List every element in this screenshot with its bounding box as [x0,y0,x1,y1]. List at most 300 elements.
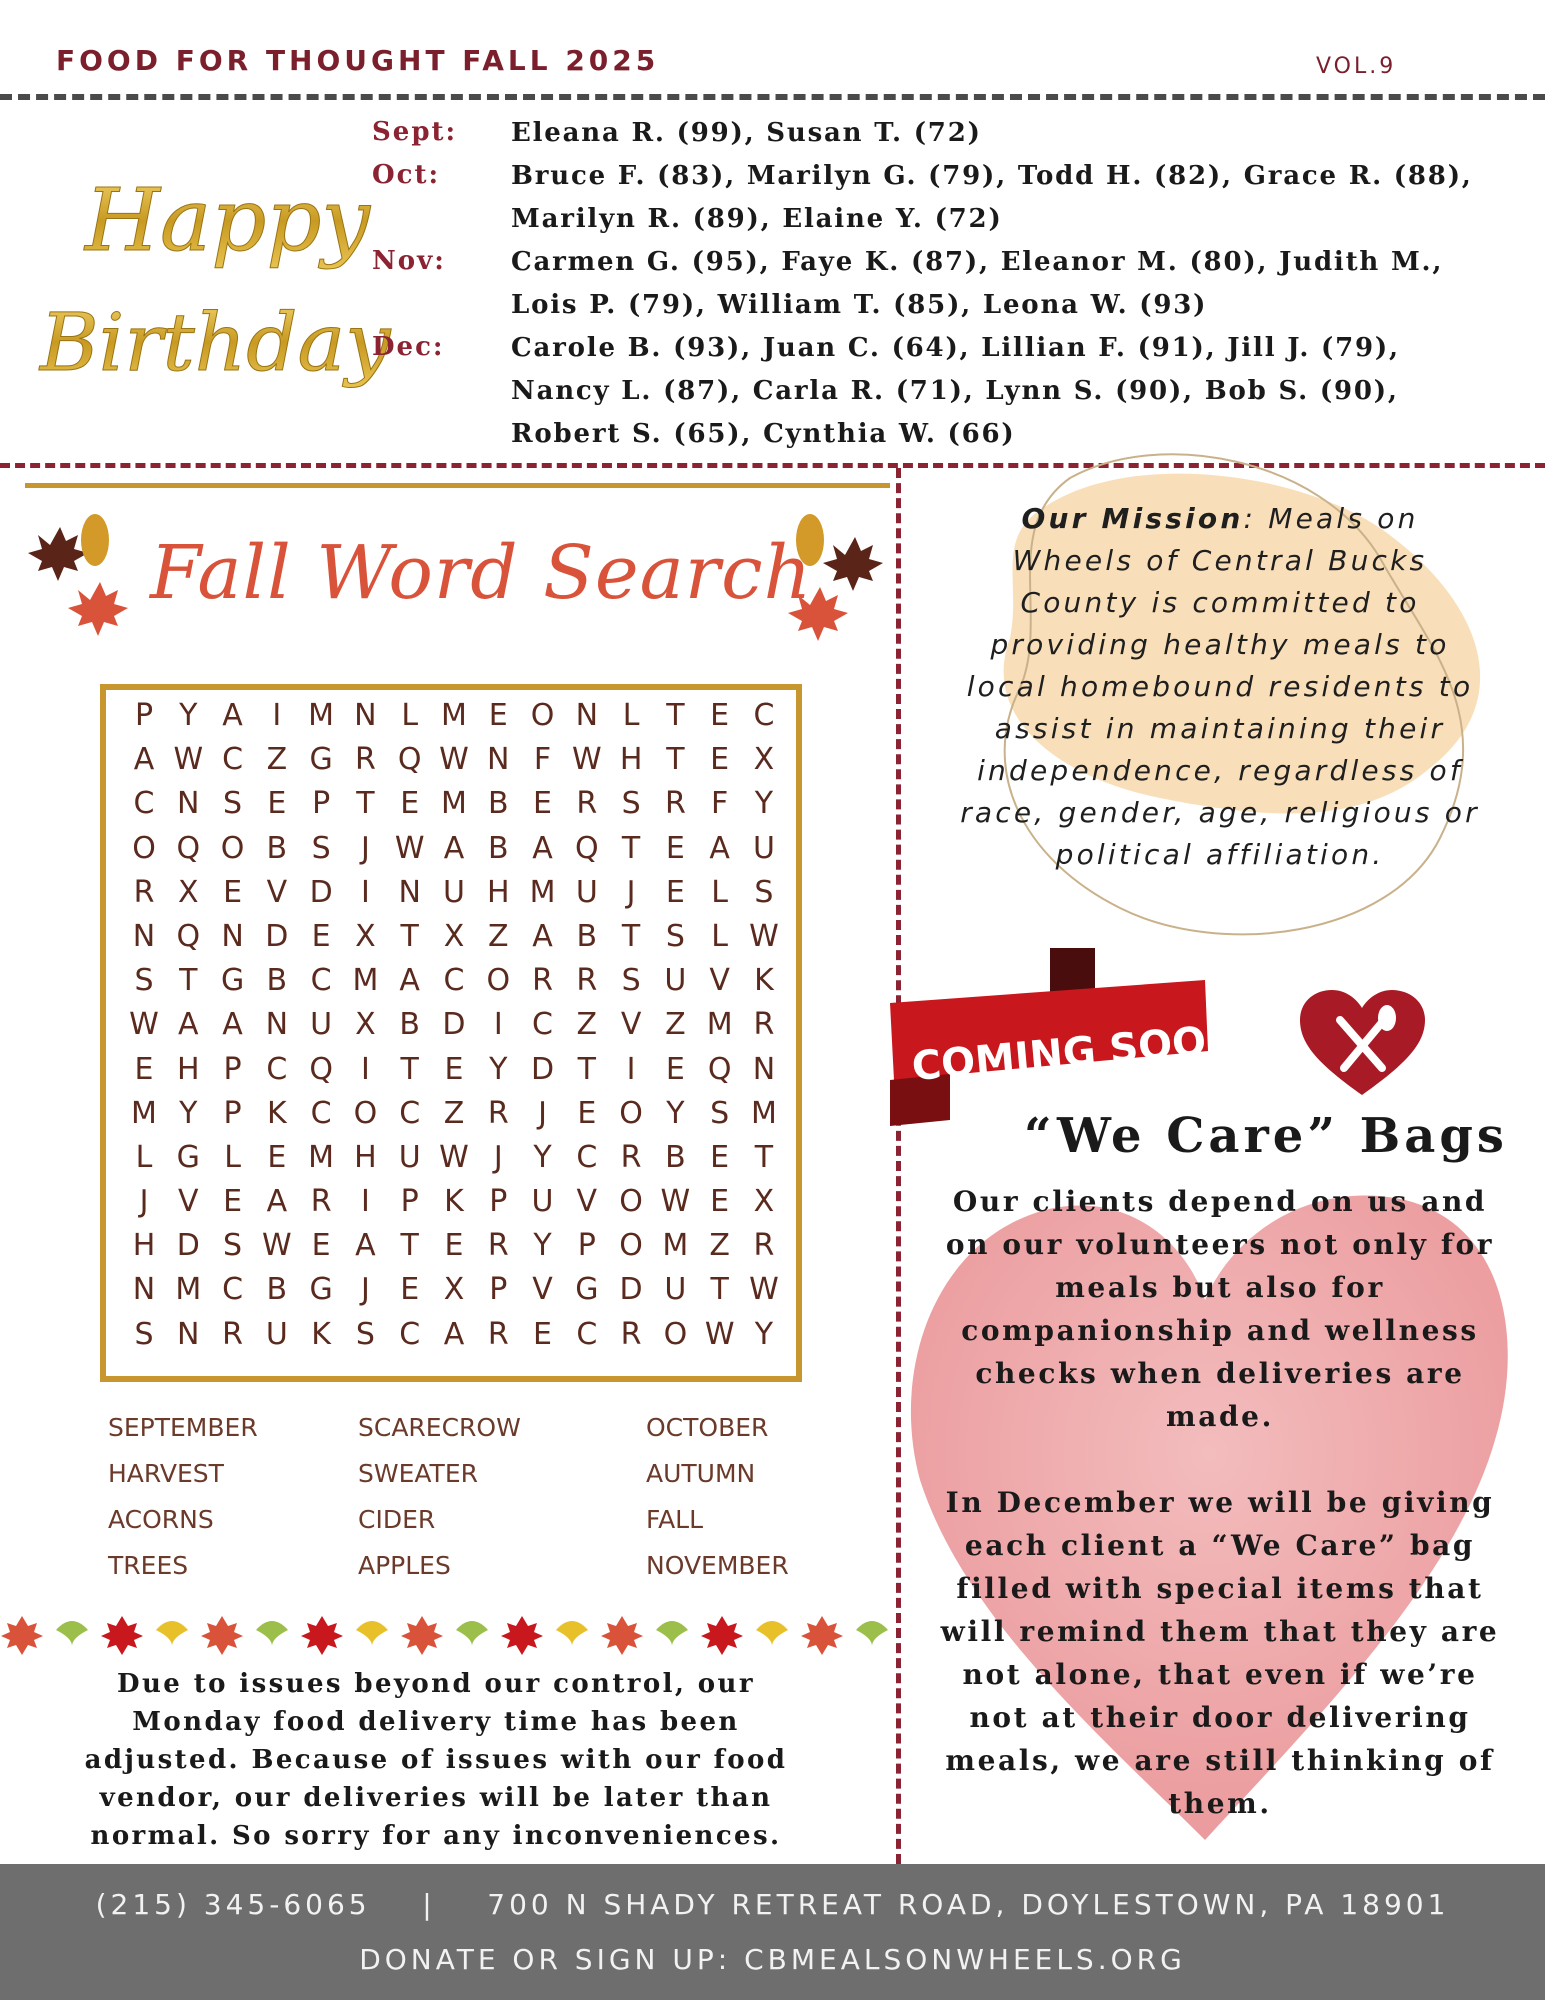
grid-letter: T [621,830,641,866]
grid-letter: H [354,1139,377,1175]
word-list-item: SWEATER [358,1459,478,1488]
grid-letter: W [262,1228,292,1264]
birthday-line: Robert S. (65), Cynthia W. (66) [511,419,1016,449]
happy-text: Happy [85,171,370,271]
grid-letter: N [752,1051,776,1087]
grid-letter: Z [487,918,509,954]
grid-letter: S [754,874,774,910]
grid-letter: I [626,1051,636,1087]
grid-row [124,1048,784,1092]
grid-letter: M [529,874,556,910]
maple-leaf-icon [401,1616,443,1655]
grid-letter: T [179,963,198,999]
grid-letter: H [486,874,510,910]
footer-bar [0,1864,1545,2000]
grid-letter: U [531,1184,554,1220]
grid-letter: J [360,830,370,866]
grid-letter: I [493,1007,503,1043]
grid-letter: X [355,918,376,954]
grid-letter: M [308,1139,335,1175]
grid-letter: B [576,918,598,954]
grid-letter: F [711,786,729,822]
word-list-item: APPLES [358,1551,451,1580]
word-list-item: ACORNS [108,1505,214,1534]
grid-letter: C [222,1272,244,1308]
grid-letter: C [576,1139,598,1175]
birthday-text: Birthday [40,296,391,389]
grid-letter: M [750,1095,777,1131]
grid-letter: E [665,830,685,866]
grid-letter: Q [309,1051,333,1087]
grid-letter: Y [754,1316,774,1352]
grid-letter: W [571,742,602,778]
grid-letter: C [222,742,244,778]
word-list-item: AUTUMN [646,1459,756,1488]
grid-letter: N [354,698,377,733]
grid-letter: O [220,830,245,866]
grid-letter: O [132,830,156,866]
grid-letter: T [577,1051,596,1087]
word-list-item: CIDER [358,1505,436,1534]
grid-letter: E [533,1316,553,1352]
grid-letter: C [310,1095,332,1131]
grid-letter: B [266,963,288,999]
birthday-names-oct [511,155,1473,241]
grid-letter: R [222,1316,243,1352]
happy-birthday-art [30,155,391,405]
birthday-line: Carole B. (93), Juan C. (64), Lillian F. (91), Jill J. (79), [511,333,1400,363]
maple-leaf-icon [201,1616,243,1655]
grid-row [124,1136,784,1180]
ginkgo-leaf-icon [256,1621,288,1646]
birthday-line: Marilyn R. (89), Elaine Y. (72) [511,204,1003,234]
word-list-item: NOVEMBER [646,1551,789,1580]
ginkgo-leaf-icon [556,1621,588,1646]
grid-letter: R [664,786,686,822]
grid-letter: M [352,963,379,999]
grid-row [124,1003,784,1047]
grid-letter: X [753,1184,775,1220]
grid-letter: E [710,698,730,733]
grid-letter: G [220,963,245,999]
grid-letter: I [272,698,282,733]
grid-letter: L [135,1139,153,1175]
grid-letter: L [401,698,419,733]
grid-letter: R [576,963,598,999]
grid-letter: N [575,698,599,733]
we-care-paragraph-1: Our clients depend on us and on our volunteers not only for meals but also for companionship and wellness checks when deliveries are made. [945,1185,1495,1433]
grid-row [124,915,784,959]
grid-row [124,1180,784,1224]
grid-letter: Q [707,1051,732,1087]
grid-letter: C [399,1095,421,1131]
birthday-line: Nancy L. (87), Carla R. (71), Lynn S. (90), Bob S. (90), [511,376,1399,406]
grid-letter: J [493,1139,503,1175]
grid-letter: R [354,742,376,778]
grid-letter: V [266,874,288,910]
grid-letter: R [487,1095,509,1131]
grid-letter: E [665,874,685,910]
footer-address: 700 N SHADY RETREAT ROAD, DOYLESTOWN, PA 18901 [487,1888,1450,1921]
grid-letter: P [489,1184,508,1220]
grid-letter: R [620,1316,642,1352]
grid-letter: P [400,1184,419,1220]
grid-letter: B [665,1139,686,1175]
grid-letter: Y [666,1095,685,1131]
maple-leaves-icon [20,505,140,655]
grid-letter: G [309,1272,333,1308]
birthday-line: Lois P. (79), William T. (85), Leona W. (93) [511,290,1208,320]
footer-separator: | [422,1888,436,1921]
grid-letter: W [749,1272,779,1308]
grid-letter: H [177,1051,200,1087]
grid-letter: A [399,963,420,999]
grid-letter: M [706,1007,733,1043]
grid-letter: W [704,1316,735,1352]
grid-letter: M [308,698,335,733]
grid-row [124,871,784,915]
we-care-bags-title: “We Care” Bags [1024,1108,1508,1164]
ginkgo-leaf-icon [56,1621,88,1646]
delivery-delay-notice: Due to issues beyond our control, our Monday food delivery time has been adjusted. Because of issues with our food vendor, our deliveries will be later than normal. So sorry for any inconveniences. [84,1669,788,1851]
grid-letter: N [221,918,244,954]
grid-letter: S [621,963,641,999]
grid-letter: O [663,1316,688,1352]
grid-letter: Q [397,742,422,778]
grid-letter: E [488,698,508,733]
grid-letter: R [310,1184,332,1220]
heart-utensils-icon [1300,990,1425,1100]
grid-letter: R [487,1228,509,1264]
grid-letter: E [311,1228,331,1264]
grid-row [124,1268,784,1312]
grid-letter: P [134,698,154,733]
grid-letter: A [443,830,465,866]
grid-letter: P [223,1095,242,1131]
grid-letter: U [398,1139,421,1175]
grid-letter: Z [576,1007,598,1043]
grid-letter: C [532,1007,553,1043]
grid-letter: C [443,963,465,999]
grid-letter: A [222,698,243,733]
grid-letter: T [400,918,419,954]
grid-letter: U [664,963,687,999]
grid-letter: K [267,1095,287,1131]
grid-letter: A [133,742,155,778]
grid-letter: Z [665,1007,686,1043]
grid-letter: I [360,1051,370,1087]
grid-letter: C [753,698,775,733]
grid-row [124,1224,784,1268]
grid-row [124,782,784,826]
grid-letter: E [710,742,730,778]
grid-letter: E [400,1272,420,1308]
month-label-sept: Sept: [372,117,458,147]
grid-letter: A [266,1184,288,1220]
ginkgo-leaf-icon [756,1621,788,1646]
grid-letter: E [134,1051,154,1087]
grid-letter: T [666,742,685,778]
grid-letter: U [664,1272,687,1308]
grid-row [124,694,784,738]
grid-letter: T [400,1228,419,1264]
birthday-names-nov [511,241,1443,327]
mission-statement [960,498,1480,876]
ginkgo-leaf-icon [456,1621,488,1646]
grid-letter: E [577,1095,597,1131]
grid-letter: R [532,963,553,999]
grid-letter: O [619,1184,643,1220]
grid-letter: Y [489,1051,508,1087]
grid-letter: N [132,918,156,954]
grid-letter: U [265,1316,288,1352]
grid-letter: K [311,1316,331,1352]
grid-letter: N [398,874,421,910]
grid-letter: T [621,918,641,954]
mission-text: : Meals on Wheels of Central Bucks County is committed to providing healthy meals to local homebound residents to assist in maintaining their independence, regardless of race, gender, age, religious or political affiliation. [960,502,1480,871]
we-care-paragraph-2: In December we will be giving each client a “We Care” bag filled with special items that will remind them that they are not alone, that even if we’re not at their door delivering meals, we are still thinking of them. [940,1486,1500,1820]
grid-letter: B [487,830,509,866]
grid-letter: O [619,1228,643,1264]
grid-letter: B [487,786,509,822]
grid-letter: V [532,1272,553,1308]
grid-letter: V [709,963,730,999]
ginkgo-leaf-icon [656,1621,688,1646]
grid-row [124,959,784,1003]
grid-letter: D [442,1007,466,1043]
word-list-item: HARVEST [108,1459,224,1488]
grid-letter: C [266,1051,288,1087]
grid-letter: O [486,963,511,999]
grid-letter: X [753,742,775,778]
grid-letter: D [176,1228,200,1264]
grid-letter: R [133,874,155,910]
grid-letter: S [710,1095,730,1131]
grid-letter: C [310,963,332,999]
grid-letter: E [267,1139,287,1175]
footer-phone: (215) 345-6065 [95,1888,371,1921]
grid-letter: L [711,918,729,954]
grid-letter: S [355,1316,375,1352]
grid-letter: H [619,742,643,778]
grid-letter: Y [754,786,774,822]
grid-letter: N [177,786,200,822]
grid-letter: P [577,1228,596,1264]
grid-letter: X [443,1272,465,1308]
grid-letter: Y [179,1095,198,1131]
grid-letter: T [356,786,375,822]
birthday-names-dec [511,327,1400,456]
header-divider [0,94,1545,100]
birthday-line: Bruce F. (83), Marilyn G. (79), Todd H. (82), Grace R. (88), [511,161,1473,191]
grid-letter: C [576,1316,598,1352]
word-search-title: Fall Word Search [150,530,813,616]
grid-letter: M [441,786,467,822]
grid-letter: W [439,1139,469,1175]
word-search-grid [124,694,784,1357]
birthday-line: Eleana R. (99), Susan T. (72) [511,118,982,148]
grid-letter: R [620,1139,642,1175]
maple-leaf-icon [801,1616,843,1655]
grid-letter: A [443,1316,465,1352]
grid-letter: P [489,1272,508,1308]
grid-letter: K [754,963,774,999]
coming-soon-text: COMING SOON [910,1015,1242,1091]
grid-letter: U [575,874,598,910]
grid-letter: Z [443,1095,465,1131]
grid-letter: L [711,874,729,910]
grid-letter: B [266,1272,288,1308]
grid-letter: L [224,1139,241,1175]
grid-letter: S [134,963,154,999]
ginkgo-leaf-icon [156,1621,188,1646]
grid-letter: W [129,1007,159,1043]
grid-letter: D [265,918,289,954]
grid-letter: C [399,1316,421,1352]
word-search-top-rule [25,483,890,488]
grid-letter: T [400,1051,419,1087]
grid-letter: J [626,874,636,910]
grid-letter: S [311,830,331,866]
grid-letter: X [443,918,465,954]
ginkgo-leaf-icon [356,1621,388,1646]
word-list-item: OCTOBER [646,1413,769,1442]
grid-letter: A [532,918,553,954]
grid-letter: S [223,1228,243,1264]
grid-letter: A [355,1228,376,1264]
grid-row [124,1092,784,1136]
grid-letter: M [131,1095,157,1131]
newsletter-title: FOOD FOR THOUGHT FALL 2025 [56,44,660,77]
grid-letter: U [310,1007,333,1043]
grid-letter: W [394,830,425,866]
word-list-item: TREES [108,1551,189,1580]
grid-letter: J [139,1184,149,1220]
maple-leaf-icon [301,1616,343,1655]
grid-letter: E [444,1051,464,1087]
month-label-nov: Nov: [372,246,446,276]
grid-letter: V [576,1184,598,1220]
grid-letter: J [360,1272,370,1308]
footer-contact [0,1888,1545,1921]
grid-letter: E [267,786,287,822]
grid-letter: M [175,1272,202,1308]
grid-letter: R [576,786,598,822]
grid-letter: G [309,742,333,778]
birthday-line: Carmen G. (95), Faye K. (87), Eleanor M. (80), Judith M., [511,247,1444,277]
grid-letter: D [619,1272,643,1308]
grid-letter: Q [176,830,201,866]
grid-letter: A [222,1007,243,1043]
ginkgo-leaf-icon [856,1621,888,1646]
maple-leaf-icon [101,1616,143,1655]
grid-letter: R [753,1228,775,1264]
grid-letter: B [266,830,288,866]
grid-letter: O [353,1095,378,1131]
grid-letter: K [444,1184,464,1220]
grid-letter: S [665,918,685,954]
grid-letter: T [754,1139,774,1175]
grid-letter: E [223,1184,243,1220]
maple-leaf-icon [601,1616,643,1655]
grid-letter: N [177,1316,200,1352]
maple-leaf-icon [501,1616,543,1655]
grid-letter: X [178,874,199,910]
mission-label: Our Mission [1021,502,1244,535]
volume-label: VOL.9 [1316,54,1397,79]
grid-letter: W [749,918,779,954]
grid-row [124,1313,784,1357]
grid-letter: Y [533,1228,552,1264]
maple-leaf-icon [701,1616,743,1655]
grid-letter: U [752,830,775,866]
grid-letter: M [441,698,467,733]
grid-letter: S [223,786,243,822]
grid-letter: A [709,830,730,866]
grid-letter: L [622,698,640,733]
grid-letter: E [665,1051,685,1087]
grid-letter: Q [176,918,201,954]
leaf-border [0,1608,900,1658]
word-list-item: FALL [646,1505,704,1534]
grid-letter: U [442,874,465,910]
we-care-description [935,1180,1505,1825]
grid-letter: W [660,1184,691,1220]
grid-letter: Q [575,830,599,866]
grid-letter: R [487,1316,509,1352]
grid-letter: N [487,742,510,778]
grid-letter: P [223,1051,242,1087]
grid-letter: V [178,1184,199,1220]
grid-letter: I [360,1184,370,1220]
grid-letter: J [538,1095,547,1131]
grid-letter: P [312,786,331,822]
grid-letter: N [132,1272,156,1308]
grid-letter: D [309,874,333,910]
month-label-dec: Dec: [372,332,445,362]
grid-letter: E [710,1139,730,1175]
word-list-item: SEPTEMBER [108,1413,258,1442]
grid-letter: X [355,1007,376,1043]
grid-letter: E [444,1228,464,1264]
grid-letter: E [400,786,420,822]
grid-letter: H [132,1228,156,1264]
birthday-names-sept [511,112,982,155]
grid-letter: S [621,786,641,822]
grid-letter: T [710,1272,729,1308]
grid-letter: N [265,1007,289,1043]
grid-letter: G [575,1272,599,1308]
grid-letter: E [533,786,553,822]
footer-donate-link[interactable]: DONATE OR SIGN UP: CBMEALSONWHEELS.ORG [359,1943,1186,1976]
grid-letter: B [399,1007,420,1043]
grid-letter: G [176,1139,200,1175]
grid-letter: A [178,1007,199,1043]
grid-letter: Z [709,1228,730,1264]
grid-letter: T [666,698,685,733]
grid-letter: R [753,1007,775,1043]
grid-letter: Y [533,1139,552,1175]
grid-letter: V [620,1007,642,1043]
month-label-oct: Oct: [372,160,441,190]
grid-row [124,738,784,782]
grid-letter: W [173,742,204,778]
grid-letter: W [439,742,469,778]
maple-leaf-icon [1,1616,43,1655]
word-list-item: SCARECROW [358,1413,521,1442]
grid-letter: M [662,1228,689,1264]
grid-letter: C [133,786,155,822]
